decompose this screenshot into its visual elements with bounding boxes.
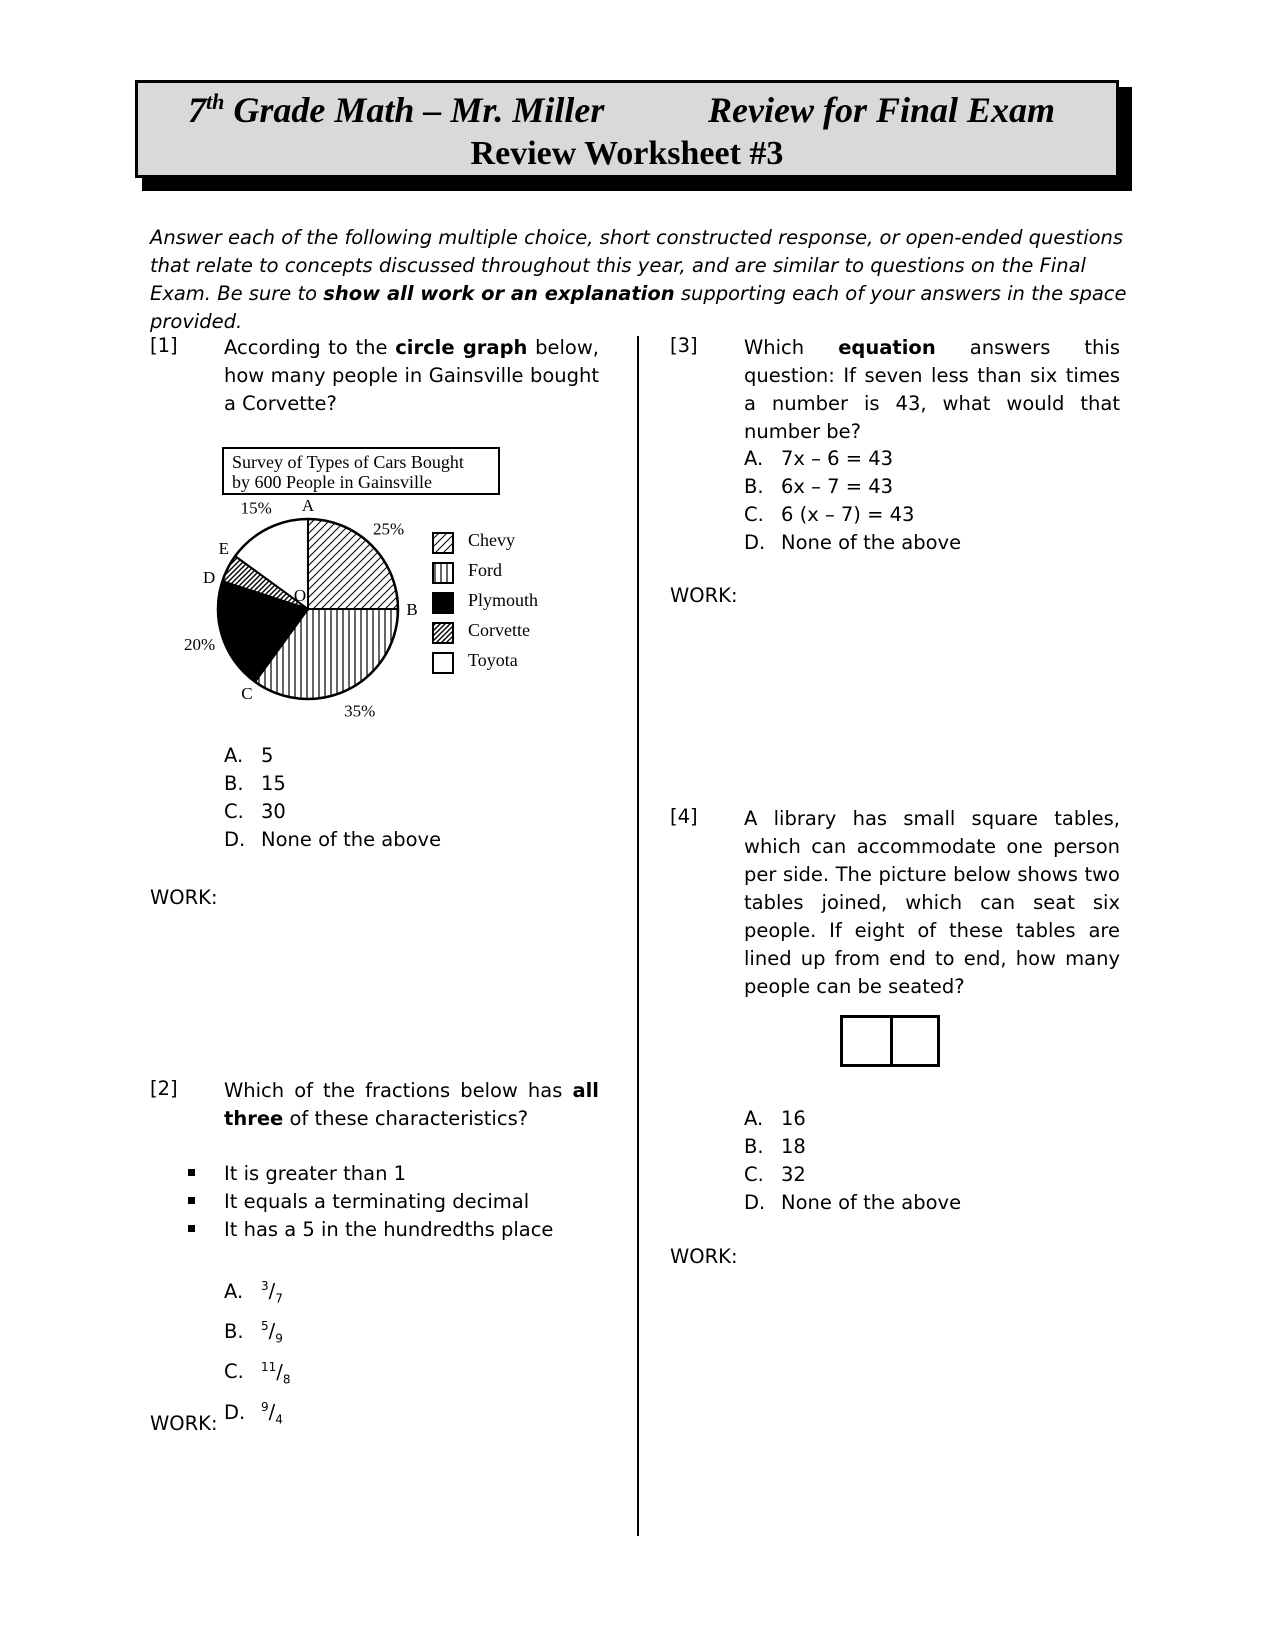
q4-number: [4]: [670, 805, 698, 828]
q3-options: [744, 445, 961, 557]
q2-options: [224, 1272, 291, 1434]
q4-work-label: WORK:: [670, 1245, 738, 1268]
q3-option-a[interactable]: A. 7x – 6 = 43: [744, 447, 894, 470]
q1-option-d[interactable]: D. None of the above: [224, 828, 442, 851]
pie-point-label: C: [241, 684, 253, 704]
q3-option-d[interactable]: D. None of the above: [744, 531, 962, 554]
pie-percent-label-ford: 35%: [344, 701, 376, 721]
legend-swatch-toyota: [432, 652, 454, 674]
q4-text: A library has small square tables, which can accommodate one person per side. The picture below shows two tables joined, which can seat six people. If eight of these tables are lined up from end to end, how many people can be seated?: [744, 807, 1120, 998]
q2-bullet: It has a 5 in the hundredths place: [224, 1216, 553, 1244]
q3-work-label: WORK:: [670, 584, 738, 607]
legend-swatch-chevy: [432, 532, 454, 554]
q2-bullet: It is greater than 1: [224, 1160, 553, 1188]
column-divider: [637, 336, 639, 1536]
bullet-square-icon: [188, 1197, 195, 1204]
legend-swatch-ford: [432, 562, 454, 584]
legend-swatch-corvette: [432, 622, 454, 644]
table-divider: [890, 1018, 893, 1064]
pie-percent-label-plymouth: 20%: [183, 635, 216, 655]
q2-bullet: It equals a terminating decimal: [224, 1188, 553, 1216]
q2-option-d[interactable]: D. $^9/_4$: [224, 1400, 283, 1427]
q1-option-c[interactable]: C. 30: [224, 800, 286, 823]
q3-option-c[interactable]: C. 6 (x – 7) = 43: [744, 503, 915, 526]
q2-text: Which of the fractions below has all three of these characteristics?: [224, 1079, 599, 1130]
pie-center-label: O: [293, 586, 307, 605]
q3-option-b[interactable]: B. 6x – 7 = 43: [744, 475, 894, 498]
q4-option-d[interactable]: D. None of the above: [744, 1191, 962, 1214]
q3-text: Which equation answers this question: If seven less than six times a number is 43, what would that number be?: [744, 336, 1120, 443]
pie-point-label: D: [202, 567, 216, 587]
joined-tables-diagram: [840, 1015, 940, 1067]
bullet-square-icon: [188, 1225, 195, 1232]
pie-point-label: A: [301, 496, 315, 515]
legend-label-corvette: Corvette: [468, 620, 530, 640]
pie-point-label: B: [406, 600, 418, 619]
legend-label-ford: Ford: [468, 560, 503, 580]
legend-label-toyota: Toyota: [468, 650, 518, 670]
header-title-left: 7th Grade Math – Mr. Miller: [188, 89, 605, 130]
header-title-right: Review for Final Exam: [708, 90, 1056, 130]
q1-option-b[interactable]: B. 15: [224, 772, 286, 795]
instructions: Answer each of the following multiple choice, short constructed response, or open-ended questions that relate to concepts discussed throughout this year, and are similar to questions on the Final Exam. Be sure to show all work or an explanation supporting each of your answers in the space provided.: [150, 226, 1127, 333]
q2-work-label: WORK:: [150, 1412, 218, 1435]
header-subtitle: Review Worksheet #3: [470, 135, 784, 172]
q1-option-a[interactable]: A. 5: [224, 744, 274, 767]
pie-percent-label-chevy: 25%: [373, 519, 405, 539]
pie-point-label: E: [218, 538, 230, 558]
legend-label-plymouth: Plymouth: [468, 590, 539, 610]
pie-percent-label-toyota: 15%: [240, 498, 272, 518]
legend-label-chevy: Chevy: [468, 530, 515, 550]
chart-title: Survey of Types of Cars Bought by 600 People in Gainsville: [222, 447, 500, 495]
q1-text: According to the circle graph below, how many people in Gainsville bought a Corvette?: [224, 336, 599, 415]
q2-number: [2]: [150, 1077, 178, 1100]
bullet-square-icon: [188, 1169, 195, 1176]
q3-number: [3]: [670, 334, 698, 357]
q2-option-b[interactable]: B. $^5/_9$: [224, 1319, 283, 1346]
q4-option-c[interactable]: C. 32: [744, 1163, 806, 1186]
worksheet-header: [135, 80, 1119, 178]
q2-option-a[interactable]: A. $^3/_7$: [224, 1279, 283, 1306]
q1-options: [224, 742, 441, 854]
q2-option-c[interactable]: C. $^{11}/_8$: [224, 1359, 291, 1387]
q1-number: [1]: [150, 334, 178, 357]
q4-option-b[interactable]: B. 18: [744, 1135, 806, 1158]
legend-swatch-plymouth: [432, 592, 454, 614]
q2-characteristics: [224, 1160, 553, 1244]
q4-option-a[interactable]: A. 16: [744, 1107, 806, 1130]
q1-work-label: WORK:: [150, 886, 218, 909]
q4-options: [744, 1105, 961, 1217]
